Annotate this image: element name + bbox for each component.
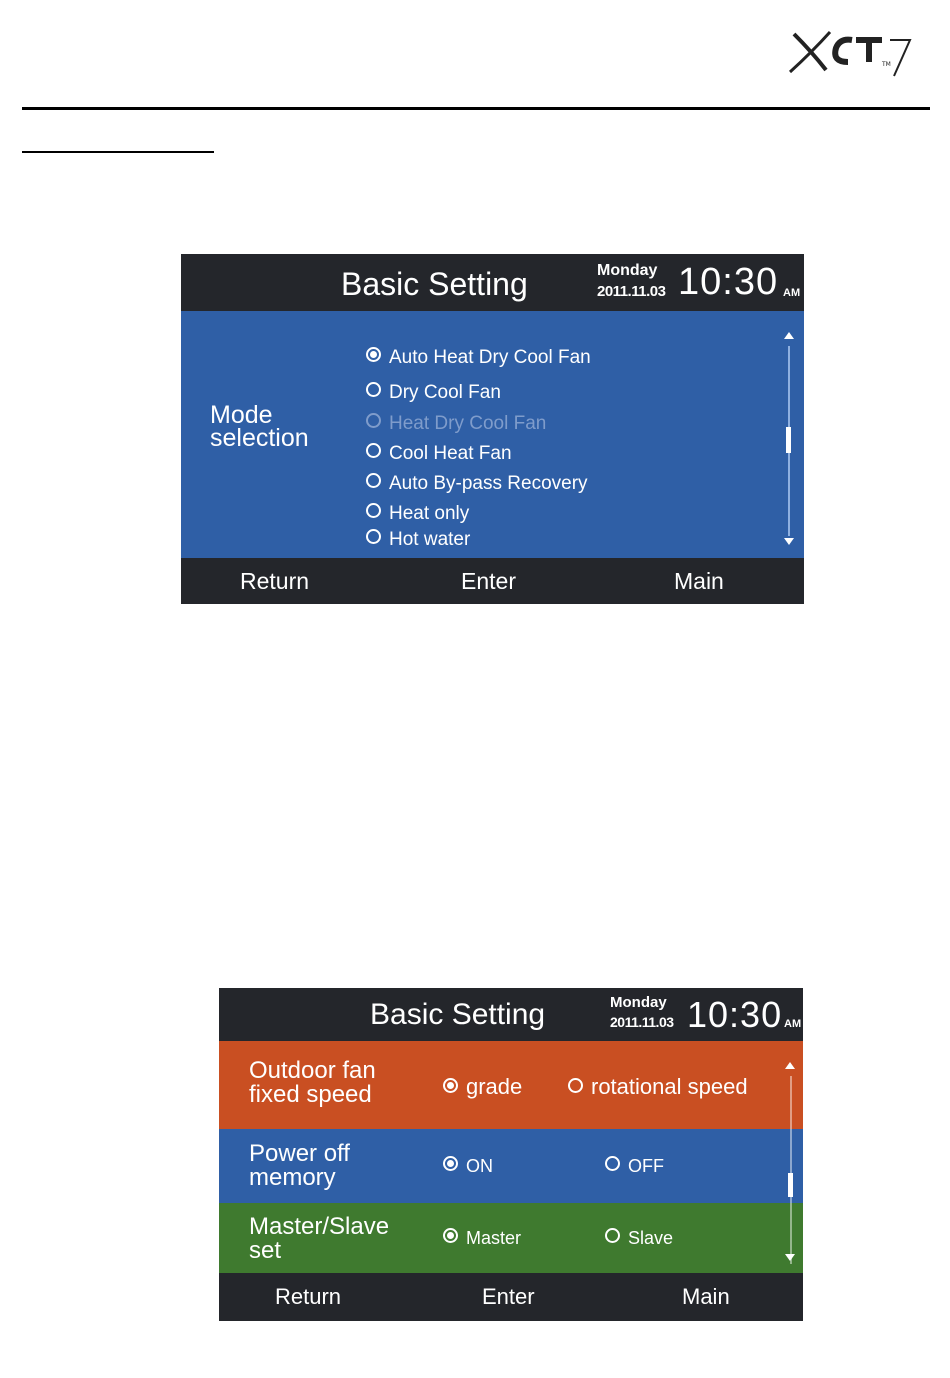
option-on[interactable]: ON	[443, 1156, 493, 1177]
scrollbar-thumb[interactable]	[788, 1173, 793, 1197]
setting-row-outdoor-fan[interactable]	[219, 1041, 803, 1129]
return-button[interactable]: Return	[275, 1284, 342, 1309]
radio-icon	[366, 529, 381, 544]
radio-icon	[366, 413, 381, 428]
radio-icon	[366, 443, 381, 458]
radio-selected-icon	[443, 1156, 458, 1171]
mode-option-label: Heat Dry Cool Fan	[389, 413, 547, 434]
button-bar	[181, 558, 804, 604]
basic-setting-screen-2	[219, 988, 803, 1321]
return-button[interactable]: Return	[240, 568, 310, 594]
mode-option	[366, 413, 546, 435]
scroll-down-arrow-icon[interactable]	[785, 1254, 795, 1261]
option-slave[interactable]: Slave	[605, 1228, 673, 1249]
enter-button[interactable]: Enter	[461, 568, 516, 594]
header-rule	[22, 107, 930, 110]
radio-icon	[605, 1156, 620, 1171]
status-bar	[181, 254, 804, 311]
row-label: Power off memory	[249, 1140, 350, 1191]
option-off[interactable]: OFF	[605, 1156, 664, 1177]
main-button[interactable]: Main	[674, 568, 724, 594]
clock-ampm: AM	[783, 287, 801, 299]
option-grade[interactable]: grade	[443, 1074, 522, 1100]
svg-text:TM: TM	[882, 61, 891, 68]
mode-option[interactable]	[366, 347, 591, 369]
mode-option[interactable]	[366, 529, 470, 551]
mode-option[interactable]	[366, 503, 469, 525]
weekday: Monday	[597, 262, 658, 279]
enter-button[interactable]: Enter	[482, 1284, 535, 1309]
mode-option-label: Hot water	[389, 529, 471, 550]
radio-selected-icon	[366, 347, 381, 362]
clock-time: 10:30	[687, 994, 783, 1035]
main-button[interactable]: Main	[682, 1284, 730, 1309]
row-label: Master/Slave set	[249, 1213, 390, 1264]
screen-title: Basic Setting	[341, 266, 528, 302]
mode-option[interactable]	[366, 443, 512, 465]
button-bar	[219, 1273, 803, 1321]
option-rotational-speed[interactable]: rotational speed	[568, 1074, 748, 1100]
setting-label: Mode selection	[210, 401, 309, 452]
screen-title: Basic Setting	[370, 998, 546, 1031]
mode-option-label: Auto Heat Dry Cool Fan	[389, 347, 591, 368]
mode-option-label: Heat only	[389, 503, 470, 524]
scroll-up-arrow-icon[interactable]	[785, 1062, 795, 1069]
radio-icon	[366, 503, 381, 518]
section-underline	[22, 151, 214, 153]
radio-icon	[366, 382, 381, 397]
date: 2011.11.03	[610, 1014, 674, 1030]
weekday: Monday	[610, 994, 667, 1011]
clock-ampm: AM	[784, 1018, 802, 1030]
scrollbar-thumb[interactable]	[786, 427, 791, 453]
scroll-down-arrow-icon[interactable]	[784, 538, 794, 545]
radio-icon	[605, 1228, 620, 1243]
radio-selected-icon	[443, 1078, 458, 1093]
date: 2011.11.03	[597, 283, 666, 300]
mode-option-label: Cool Heat Fan	[389, 443, 512, 464]
mode-option-label: Auto By-pass Recovery	[389, 473, 588, 494]
mode-option[interactable]	[366, 473, 588, 495]
setting-row-power-off-memory[interactable]	[219, 1129, 803, 1203]
row-label: Outdoor fan fixed speed	[249, 1057, 376, 1108]
status-bar	[219, 988, 803, 1041]
clock-time: 10:30	[678, 261, 779, 303]
radio-icon	[568, 1078, 583, 1093]
option-master[interactable]: Master	[443, 1228, 521, 1249]
scroll-up-arrow-icon[interactable]	[784, 332, 794, 339]
radio-icon	[366, 473, 381, 488]
brand-logo	[782, 22, 922, 82]
mode-option-label: Dry Cool Fan	[389, 382, 501, 403]
radio-selected-icon	[443, 1228, 458, 1243]
mode-option[interactable]	[366, 382, 501, 404]
mode-selection-screen	[181, 254, 804, 604]
setting-row-master-slave[interactable]	[219, 1203, 803, 1273]
scrollbar-track[interactable]	[790, 1076, 792, 1264]
